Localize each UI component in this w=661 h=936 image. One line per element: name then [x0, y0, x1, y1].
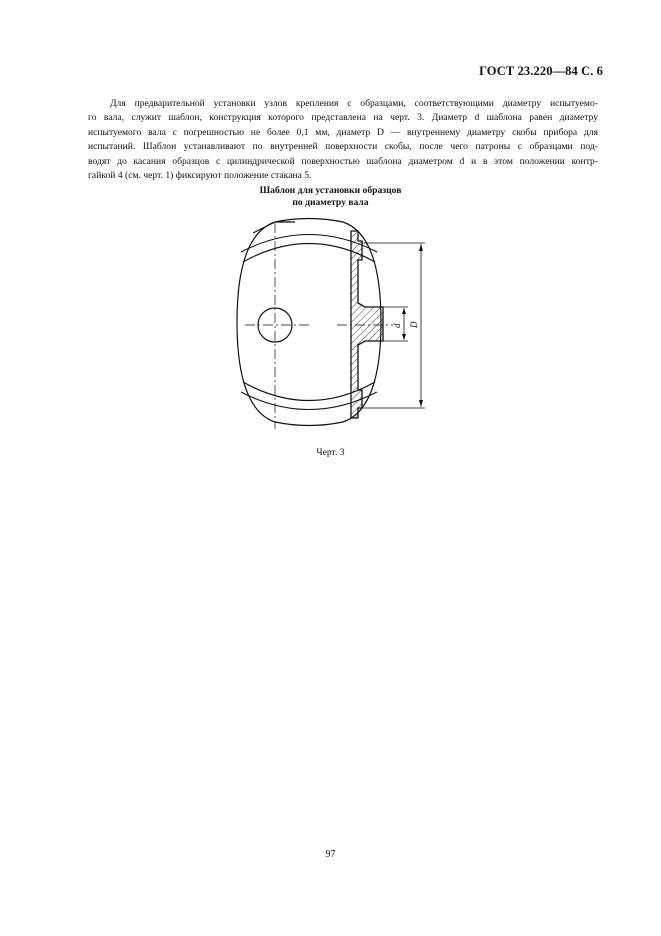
figure-title-line: по диаметру вала — [292, 197, 369, 208]
figure-title-line: Шаблон для установки образцов — [259, 185, 402, 196]
dimension-label-d: d — [392, 323, 402, 328]
figure-title — [0, 185, 661, 209]
paragraph-line: го вала, служит шаблон, конструкция которого представлена на черт. 3. Диаметр d шаблона равен диаметру — [88, 112, 598, 124]
paragraph-line: испытаний. Шаблон устанавливают по внутренней поверхности скобы, после чего патроны с образцами под- — [88, 141, 598, 153]
document-header: ГОСТ 23.220—84 С. 6 — [479, 64, 603, 78]
dimension-label-D: D — [409, 321, 419, 328]
body-paragraph — [88, 97, 598, 183]
paragraph-line: водят до касания образцов с цилиндрической поверхностью шаблона диаметром d и в этом положении контр- — [88, 155, 598, 167]
template-drawing — [225, 215, 440, 435]
paragraph-line: испытуемого вала с погрешностью не более 0,1 мм, диаметр D — внутреннему диаметру скобы прибора для — [88, 126, 598, 138]
paragraph-line: гайкой 4 (см. черт. 1) фиксируют положение стакана 5. — [88, 170, 312, 182]
paragraph-line: Для предварительной установки узлов крепления с образцами, соответствующими диаметру испытуемо- — [110, 98, 598, 109]
figure-caption: Черт. 3 — [316, 447, 345, 458]
section-hatched-body — [351, 231, 383, 418]
page-number: 97 — [325, 849, 336, 860]
